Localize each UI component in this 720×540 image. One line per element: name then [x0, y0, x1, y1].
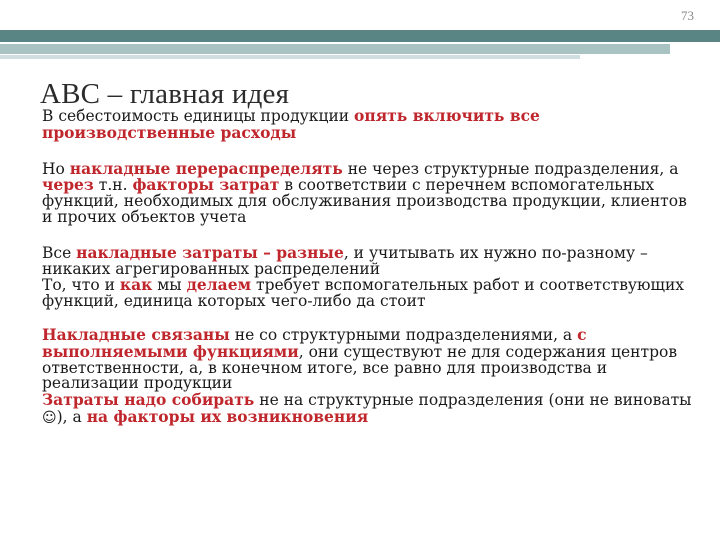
paragraph-4 — [42, 277, 692, 310]
body-text: То, что и — [42, 276, 120, 295]
header-band — [0, 30, 720, 42]
slide-content — [42, 108, 692, 427]
body-text: , они существуют не для содержания центров ответственности, а, в конечном итоге, все равно для производства и реализации продукции — [42, 342, 678, 393]
body-text: т.н. — [93, 176, 133, 195]
body-text: требует вспомогательных работ и соответствующих функций, единица которых чего-либо да стоит — [42, 276, 685, 311]
body-text: ), а — [56, 407, 87, 426]
body-text: не через структурные подразделения, а — [342, 159, 679, 178]
body-text: , и учитывать их нужно по-разному – никаких агрегированных распределений — [42, 243, 648, 278]
paragraph-1 — [42, 108, 692, 142]
highlight-text: факторы затрат — [132, 175, 280, 195]
body-text: не со структурными подразделениями, а — [229, 325, 578, 344]
highlight-text: Накладные связаны — [42, 324, 230, 344]
paragraph-6 — [42, 392, 692, 427]
smiley-icon: ☺ — [42, 409, 57, 426]
slide-number: 73 — [681, 8, 694, 23]
paragraph-5 — [42, 324, 692, 393]
highlight-text: накладные перераспределять — [69, 158, 343, 178]
highlight-text: с выполняемыми функциями — [42, 324, 587, 361]
highlight-text: Затраты надо собирать — [42, 390, 255, 410]
paragraph-2 — [42, 158, 692, 226]
header-band-thin — [0, 55, 580, 59]
highlight-text: накладные затраты – разные — [76, 242, 344, 262]
highlight-text: как — [119, 275, 153, 295]
body-text: мы — [152, 276, 187, 295]
highlight-text: на факторы их возникновения — [86, 406, 369, 426]
highlight-text: делаем — [186, 275, 252, 295]
body-text: Но — [42, 159, 70, 178]
highlight-text: через — [42, 175, 94, 195]
slide-title: ABC – главная идея — [40, 78, 290, 110]
body-text: Все — [42, 243, 77, 262]
body-text: в соответствии с перечнем вспомогательных функций, необходимых для обслуживания производства продукции, клиентов и прочих объектов учета — [42, 176, 687, 226]
body-text: В себестоимость единицы продукции — [42, 107, 355, 125]
highlight-text: опять включить все производственные расходы — [42, 106, 540, 142]
header-band-light — [0, 44, 670, 54]
paragraph-3 — [42, 242, 692, 278]
body-text: не на структурные подразделения (они не виноваты — [254, 391, 692, 410]
